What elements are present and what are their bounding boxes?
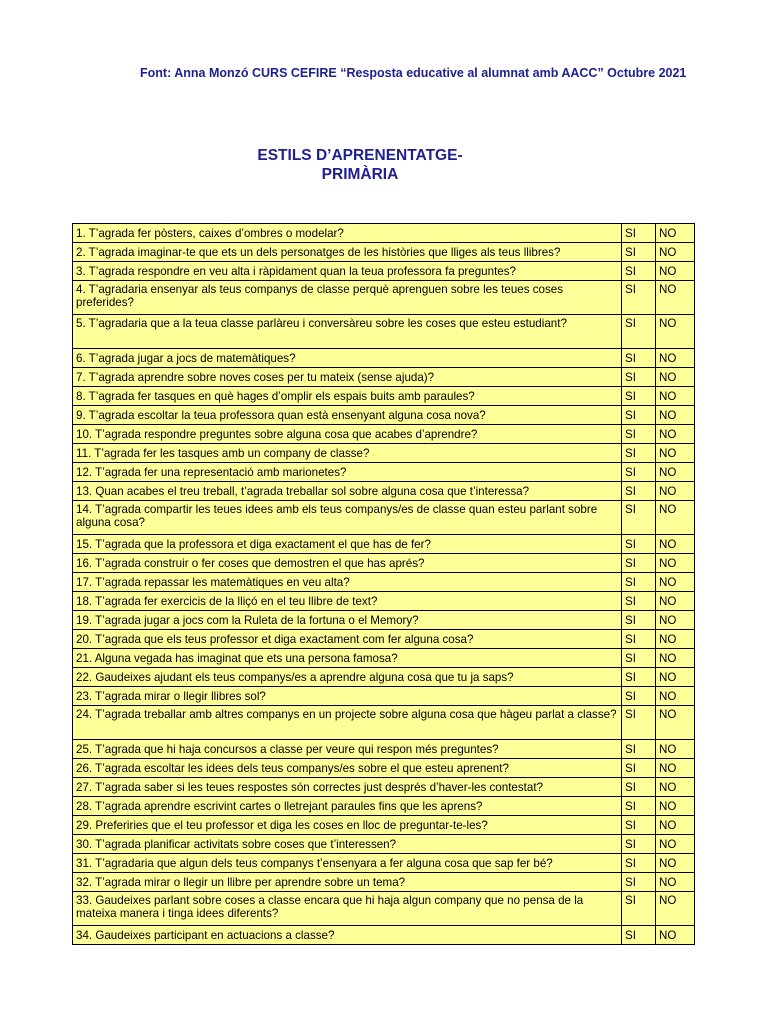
no-option[interactable]: NO xyxy=(656,554,695,573)
yes-option[interactable]: SI xyxy=(622,463,656,482)
table-row xyxy=(73,387,695,406)
question-text: 1. T’agrada fer pòsters, caixes d’ombres o modelar? xyxy=(73,224,622,243)
yes-option[interactable]: SI xyxy=(622,444,656,463)
no-option[interactable]: NO xyxy=(656,463,695,482)
no-option[interactable]: NO xyxy=(656,687,695,706)
no-option[interactable]: NO xyxy=(656,873,695,892)
question-text: 29. Preferiries que el teu professor et diga les coses en lloc de preguntar-te-les? xyxy=(73,816,622,835)
yes-option[interactable]: SI xyxy=(622,835,656,854)
no-option[interactable]: NO xyxy=(656,759,695,778)
table-row xyxy=(73,668,695,687)
question-text: 15. T’agrada que la professora et diga exactament el que has de fer? xyxy=(73,535,622,554)
no-option[interactable]: NO xyxy=(656,425,695,444)
yes-option[interactable]: SI xyxy=(622,573,656,592)
table-row xyxy=(73,368,695,387)
questionnaire-table xyxy=(72,223,695,945)
question-text: 17. T’agrada repassar les matemàtiques en veu alta? xyxy=(73,573,622,592)
yes-option[interactable]: SI xyxy=(622,592,656,611)
table-row xyxy=(73,592,695,611)
question-text: 27. T’agrada saber si les teues respostes són correctes just després d’haver-les contestat? xyxy=(73,778,622,797)
table-row xyxy=(73,611,695,630)
question-text: 19. T’agrada jugar a jocs com la Ruleta de la fortuna o el Memory? xyxy=(73,611,622,630)
table-row xyxy=(73,649,695,668)
question-text: 2. T’agrada imaginar-te que ets un dels personatges de les històries que lliges als teus llibres? xyxy=(73,243,622,262)
table-row xyxy=(73,315,695,349)
question-text: 26. T’agrada escoltar les idees dels teus companys/es sobre el que esteu aprenent? xyxy=(73,759,622,778)
yes-option[interactable]: SI xyxy=(622,535,656,554)
yes-option[interactable]: SI xyxy=(622,797,656,816)
source-citation: Font: Anna Monzó CURS CEFIRE “Resposta educative al alumnat amb AACC” Octubre 2021 xyxy=(140,66,687,80)
no-option[interactable]: NO xyxy=(656,740,695,759)
no-option[interactable]: NO xyxy=(656,816,695,835)
table-row xyxy=(73,262,695,281)
table-row xyxy=(73,630,695,649)
page-title: ESTILS D’APRENENTATGE- xyxy=(257,147,463,164)
question-text: 31. T’agradaria que algun dels teus companys t’ensenyara a fer alguna cosa que sap fer bé? xyxy=(73,854,622,873)
question-text: 22. Gaudeixes ajudant els teus companys/es a aprendre alguna cosa que tu ja saps? xyxy=(73,668,622,687)
yes-option[interactable]: SI xyxy=(622,926,656,945)
no-option[interactable]: NO xyxy=(656,262,695,281)
table-row xyxy=(73,425,695,444)
table-row xyxy=(73,778,695,797)
table-row xyxy=(73,554,695,573)
question-text: 28. T’agrada aprendre escrivint cartes o lletrejant paraules fins que les aprens? xyxy=(73,797,622,816)
table-row xyxy=(73,444,695,463)
no-option[interactable]: NO xyxy=(656,224,695,243)
table-row xyxy=(73,892,695,926)
table-row xyxy=(73,926,695,945)
table-row xyxy=(73,482,695,501)
yes-option[interactable]: SI xyxy=(622,649,656,668)
no-option[interactable]: NO xyxy=(656,281,695,315)
yes-option[interactable]: SI xyxy=(622,892,656,926)
yes-option[interactable]: SI xyxy=(622,482,656,501)
no-option[interactable]: NO xyxy=(656,892,695,926)
table-row xyxy=(73,759,695,778)
table-row xyxy=(73,406,695,425)
question-text: 21. Alguna vegada has imaginat que ets una persona famosa? xyxy=(73,649,622,668)
no-option[interactable]: NO xyxy=(656,406,695,425)
question-text: 8. T’agrada fer tasques en què hages d’omplir els espais buits amb paraules? xyxy=(73,387,622,406)
question-text: 34. Gaudeixes participant en actuacions a classe? xyxy=(73,926,622,945)
question-text: 4. T’agradaria ensenyar als teus companys de classe perquè aprenguen sobre les teues coses preferides? xyxy=(73,281,622,315)
yes-option[interactable]: SI xyxy=(622,406,656,425)
page-subtitle: PRIMÀRIA xyxy=(321,166,399,183)
yes-option[interactable]: SI xyxy=(622,501,656,535)
table-row xyxy=(73,573,695,592)
question-text: 25. T’agrada que hi haja concursos a classe per veure qui respon més preguntes? xyxy=(73,740,622,759)
table-row xyxy=(73,854,695,873)
yes-option[interactable]: SI xyxy=(622,281,656,315)
question-text: 3. T’agrada respondre en veu alta i ràpidament quan la teua professora fa preguntes? xyxy=(73,262,622,281)
table-row xyxy=(73,243,695,262)
question-text: 23. T’agrada mirar o llegir llibres sol? xyxy=(73,687,622,706)
yes-option[interactable]: SI xyxy=(622,349,656,368)
yes-option[interactable]: SI xyxy=(622,740,656,759)
question-text: 30. T’agrada planificar activitats sobre coses que t’interessen? xyxy=(73,835,622,854)
yes-option[interactable]: SI xyxy=(622,687,656,706)
yes-option[interactable]: SI xyxy=(622,630,656,649)
yes-option[interactable]: SI xyxy=(622,778,656,797)
question-text: 20. T’agrada que els teus professor et diga exactament com fer alguna cosa? xyxy=(73,630,622,649)
no-option[interactable]: NO xyxy=(656,668,695,687)
table-row xyxy=(73,835,695,854)
table-row xyxy=(73,281,695,315)
no-option[interactable]: NO xyxy=(656,630,695,649)
yes-option[interactable]: SI xyxy=(622,668,656,687)
table-row xyxy=(73,706,695,740)
no-option[interactable]: NO xyxy=(656,482,695,501)
yes-option[interactable]: SI xyxy=(622,315,656,349)
no-option[interactable]: NO xyxy=(656,649,695,668)
question-text: 14. T’agrada compartir les teues idees amb els teus companys/es de classe quan esteu parlant sobre alguna cosa? xyxy=(73,501,622,535)
no-option[interactable]: NO xyxy=(656,797,695,816)
yes-option[interactable]: SI xyxy=(622,425,656,444)
yes-option[interactable]: SI xyxy=(622,759,656,778)
table-row xyxy=(73,224,695,243)
question-text: 11. T’agrada fer les tasques amb un company de classe? xyxy=(73,444,622,463)
question-text: 10. T’agrada respondre preguntes sobre alguna cosa que acabes d’aprendre? xyxy=(73,425,622,444)
table-row xyxy=(73,816,695,835)
question-text: 7. T’agrada aprendre sobre noves coses per tu mateix (sense ajuda)? xyxy=(73,368,622,387)
table-row xyxy=(73,501,695,535)
yes-option[interactable]: SI xyxy=(622,387,656,406)
yes-option[interactable]: SI xyxy=(622,873,656,892)
question-text: 24. T’agrada treballar amb altres companys en un projecte sobre alguna cosa que hàgeu parlat a classe? xyxy=(73,706,622,740)
no-option[interactable]: NO xyxy=(656,706,695,740)
table-row xyxy=(73,687,695,706)
yes-option[interactable]: SI xyxy=(622,243,656,262)
no-option[interactable]: NO xyxy=(656,926,695,945)
no-option[interactable]: NO xyxy=(656,387,695,406)
yes-option[interactable]: SI xyxy=(622,854,656,873)
no-option[interactable]: NO xyxy=(656,444,695,463)
question-text: 6. T’agrada jugar a jocs de matemàtiques? xyxy=(73,349,622,368)
table-row xyxy=(73,797,695,816)
yes-option[interactable]: SI xyxy=(622,554,656,573)
question-text: 33. Gaudeixes parlant sobre coses a classe encara que hi haja algun company que no pensa de la mateixa manera i tinga idees diferents? xyxy=(73,892,622,926)
table-row xyxy=(73,740,695,759)
no-option[interactable]: NO xyxy=(656,315,695,349)
table-row xyxy=(73,349,695,368)
no-option[interactable]: NO xyxy=(656,778,695,797)
yes-option[interactable]: SI xyxy=(622,706,656,740)
no-option[interactable]: NO xyxy=(656,592,695,611)
question-text: 16. T’agrada construir o fer coses que demostren el que has aprés? xyxy=(73,554,622,573)
question-text: 32. T’agrada mirar o llegir un llibre per aprendre sobre un tema? xyxy=(73,873,622,892)
no-option[interactable]: NO xyxy=(656,368,695,387)
no-option[interactable]: NO xyxy=(656,349,695,368)
question-text: 5. T’agradaria que a la teua classe parlàreu i conversàreu sobre les coses que esteu estudiant? xyxy=(73,315,622,349)
no-option[interactable]: NO xyxy=(656,611,695,630)
yes-option[interactable]: SI xyxy=(622,224,656,243)
no-option[interactable]: NO xyxy=(656,243,695,262)
question-text: 13. Quan acabes el treu treball, t’agrada treballar sol sobre alguna cosa que t’interessa? xyxy=(73,482,622,501)
yes-option[interactable]: SI xyxy=(622,368,656,387)
table-row xyxy=(73,463,695,482)
no-option[interactable]: NO xyxy=(656,573,695,592)
question-text: 12. T’agrada fer una representació amb marionetes? xyxy=(73,463,622,482)
yes-option[interactable]: SI xyxy=(622,816,656,835)
question-text: 18. T’agrada fer exercicis de la lliçó en el teu llibre de text? xyxy=(73,592,622,611)
no-option[interactable]: NO xyxy=(656,835,695,854)
no-option[interactable]: NO xyxy=(656,501,695,535)
question-text: 9. T’agrada escoltar la teua professora quan està ensenyant alguna cosa nova? xyxy=(73,406,622,425)
table-row xyxy=(73,535,695,554)
yes-option[interactable]: SI xyxy=(622,262,656,281)
no-option[interactable]: NO xyxy=(656,854,695,873)
table-row xyxy=(73,873,695,892)
yes-option[interactable]: SI xyxy=(622,611,656,630)
no-option[interactable]: NO xyxy=(656,535,695,554)
